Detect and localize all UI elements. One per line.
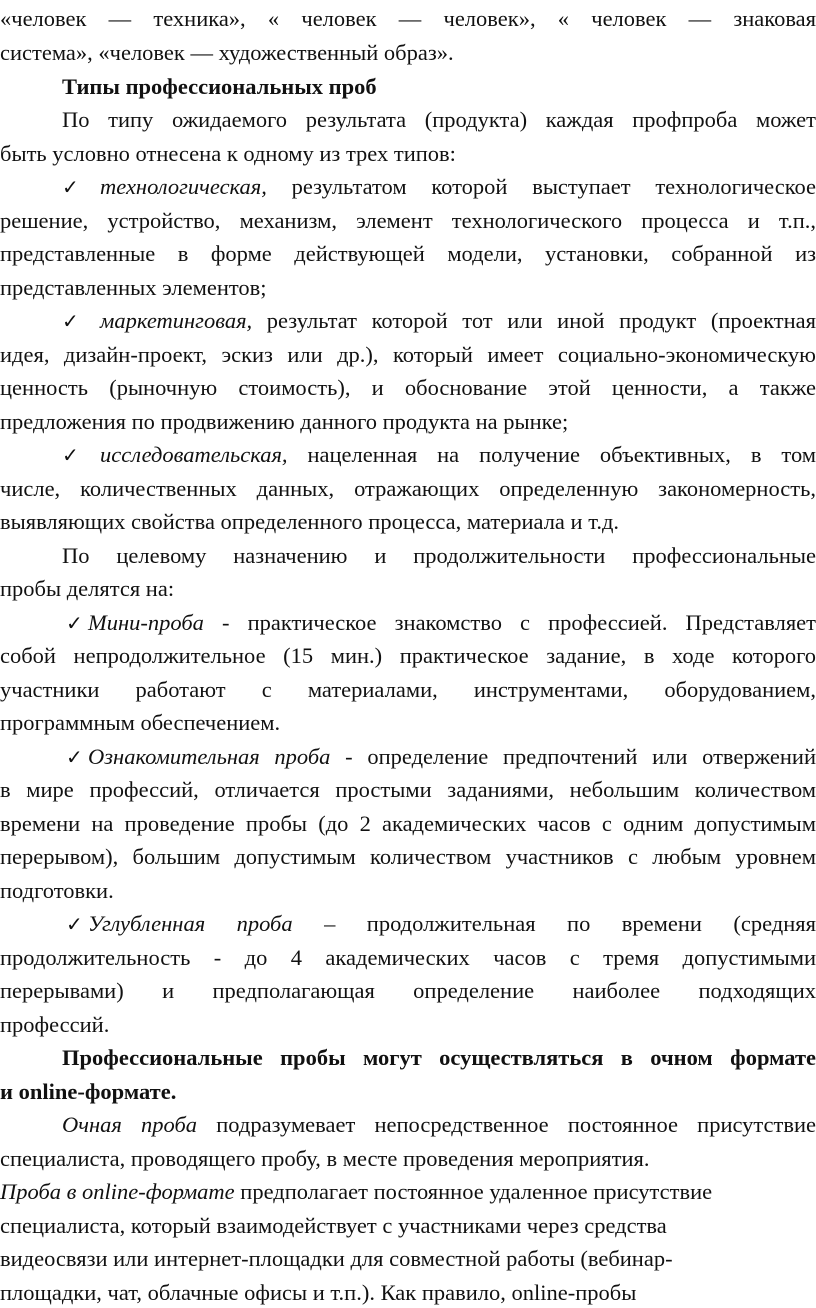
text-line: видеосвязи или интернет-площадки для совместной работы (вебинар- xyxy=(0,1246,673,1271)
checkmark-icon: ✓ xyxy=(66,611,83,635)
text-line: быть условно отнесена к одному из трех типов: xyxy=(0,141,456,166)
paragraph-line: Проба в online-формате предполагает постоянное удаленное присутствие xyxy=(0,1179,713,1204)
checkmark-icon: ✓ xyxy=(62,175,79,199)
bullet-item: ✓ технологическая, результатом которой выступает технологическое xyxy=(0,172,816,202)
bullet-item: ✓ маркетинговая, результат которой тот или иной продукт (проектная xyxy=(0,306,816,336)
text-line: специалиста, проводящего пробу, в месте проведения мероприятия. xyxy=(0,1146,650,1171)
text-line: продолжительность - до 4 академических часов с тремя допустимыми xyxy=(0,945,816,970)
text-line: решение, устройство, механизм, элемент технологического процесса и т.п., xyxy=(0,208,816,233)
checkmark-icon: ✓ xyxy=(62,309,79,333)
text-line: По типу ожидаемого результата (продукта) каждая профпроба может xyxy=(62,107,816,132)
bullet-item: ✓ Ознакомительная проба - определение предпочтений или отвержений xyxy=(0,742,816,772)
text-line: представленные в форме действующей модели, установки, собранной из xyxy=(0,241,816,266)
text-line: перерывами) и предполагающая определение наиболее подходящих xyxy=(0,978,816,1003)
text-line: участники работают с материалами, инструментами, оборудованием, xyxy=(0,677,816,702)
text-line: числе, количественных данных, отражающих определенную закономерность, xyxy=(0,476,816,501)
checkmark-icon: ✓ xyxy=(62,443,79,467)
text-line: собой непродолжительное (15 мин.) практическое задание, в ходе которого xyxy=(0,643,816,668)
text-line: По целевому назначению и продолжительности профессиональные xyxy=(62,543,816,568)
text-line: в мире профессий, отличается простыми заданиями, небольшим количеством xyxy=(0,777,816,802)
checkmark-icon: ✓ xyxy=(66,745,83,769)
text-line: система», «человек — художественный образ». xyxy=(0,40,454,65)
text-line: идея, дизайн-проект, эскиз или др.), который имеет социально-экономическую xyxy=(0,342,816,367)
text-line: времени на проведение пробы (до 2 академических часов с одним допустимым xyxy=(0,811,816,836)
text-line: ценность (рыночную стоимость), и обоснование этой ценности, а также xyxy=(0,375,816,400)
paragraph-line: Очная проба подразумевает непосредственное постоянное присутствие xyxy=(62,1112,816,1137)
bullet-item: ✓ Мини-проба - практическое знакомство с профессией. Представляет xyxy=(0,608,816,638)
text-line: перерывом), большим допустимым количеством участников с любым уровнем xyxy=(0,844,816,869)
section-heading: Типы профессиональных проб xyxy=(62,74,377,99)
text-line: программным обеспечением. xyxy=(0,710,281,735)
text-line: специалиста, который взаимодействует с участниками через средства xyxy=(0,1213,667,1238)
text-line: подготовки. xyxy=(0,878,114,903)
bullet-item: ✓ Углубленная проба – продолжительная по времени (средняя xyxy=(0,909,816,939)
section-heading: Профессиональные пробы могут осуществляться в очном формате xyxy=(62,1045,816,1070)
text-line: представленных элементов; xyxy=(0,275,267,300)
text-line: предложения по продвижению данного продукта на рынке; xyxy=(0,409,569,434)
checkmark-icon: ✓ xyxy=(66,912,83,936)
text-line: выявляющих свойства определенного процесса, материала и т.д. xyxy=(0,509,620,534)
text-line: площадки, чат, облачные офисы и т.п.). Как правило, online-пробы xyxy=(0,1280,637,1305)
text-line: профессий. xyxy=(0,1012,110,1037)
section-heading: и online-формате. xyxy=(0,1079,177,1104)
text-line: «человек — техника», « человек — человек», « человек — знаковая xyxy=(0,6,816,31)
bullet-item: ✓ исследовательская, нацеленная на получение объективных, в том xyxy=(0,440,816,470)
text-line: пробы делятся на: xyxy=(0,576,175,601)
